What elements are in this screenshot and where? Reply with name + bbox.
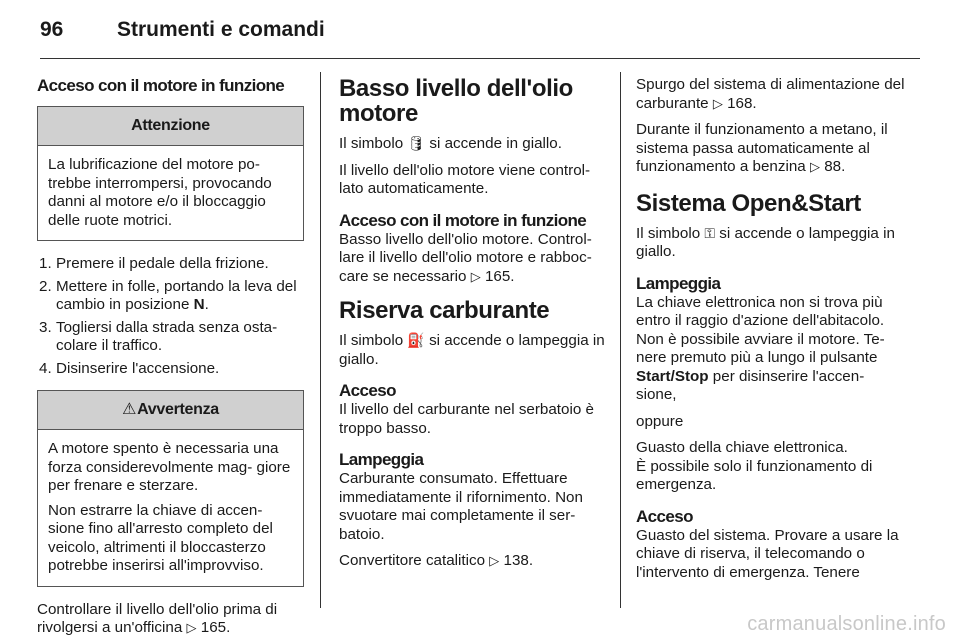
oil-symbol-text: Il simbolo 🛢 si accende in giallo. [339,135,562,152]
oil-low-text: Basso livello dell'olio motore. Control- lare il livello dell'olio motore e rabboc- care se necessario ▷ 165. [339,230,592,285]
fuel-pump-icon: ⛽ [407,332,425,348]
watermark: carmanualsonline.info [747,613,946,635]
xref-arrow-icon: ▷ [489,553,500,568]
catalytic-text: Convertitore catalitico ▷ 138. [339,552,534,569]
section-title-oil-level: Basso livello dell'olio motore [339,75,573,127]
page-header [40,16,920,59]
attention-text: La lubrificazione del motore po- trebbe interrompersi, provocando danni al motore e/o il bloccaggio delle ruote motrici. [48,156,272,229]
warning-box [37,390,304,587]
key-signal-icon: ⚿ [704,224,716,241]
column-divider [620,72,621,608]
warning-title: ⚠Avvertenza [38,391,303,430]
cng-mode-text: Durante il funzionamento a metano, il sistema passa automaticamente al funzionamento a benzina ▷ 88. [636,121,888,175]
sub-heading-lampeggia: Lampeggia [636,273,721,293]
warning-text-2: Non estrarre la chiave di accen- sione fino all'arresto completo del veicolo, altrimenti il bloccasterzo potrebbe inserirsi all'improvviso. [48,501,273,574]
system-fault-text: Guasto del sistema. Provare a usare la chiave di riserva, il telecomando o l'intervento di emergenza. Tenere [636,526,899,581]
column-1 [37,76,304,638]
fuel-symbol-text: Il simbolo ⛽ si accende o lampeggia in giallo. [339,332,605,368]
sub-heading-lampeggia: Lampeggia [339,450,424,469]
page-ref-link[interactable]: 138. [503,552,534,569]
sub-heading-engine-running: Acceso con il motore in funzione [339,210,587,230]
oil-check-text: Controllare il livello dell'olio prima di rivolgersi a un'officina ▷ 165. [37,600,278,636]
key-fault-text: Guasto della chiave elettronica. [636,439,848,456]
oil-auto-text: Il livello dell'olio motore viene control- lato automaticamente. [339,161,591,197]
fuel-purge-text: Spurgo del sistema di alimentazione del carburante ▷ 168. [636,76,905,112]
section-title-fuel-reserve: Riserva carburante [339,297,550,324]
section-title-open-start: Sistema Open&Start [636,189,861,217]
page-number: 96 [40,18,64,41]
fuel-low-text: Il livello del carburante nel serbatoio è troppo basso. [339,401,594,437]
list-item: 2. Mettere in folle, portando la leva del cambio in posizione N. [39,277,297,313]
page-ref-link[interactable]: 88. [824,158,846,175]
xref-arrow-icon: ▷ [186,620,197,635]
attention-title: Attenzione [38,107,303,146]
xref-arrow-icon: ▷ [809,159,820,174]
column-divider [320,72,321,608]
column-2 [339,76,605,571]
page-ref-link[interactable]: 165. [484,267,515,285]
oil-can-icon: 🛢 [407,135,426,151]
key-out-of-range-text: La chiave elettronica non si trova più entro il raggio d'azione dell'abitacolo. Non è possibile avviare il motore. Te- nere premuto più a lungo il pulsante Start/Stop per disinserire l'accen- sione, [636,293,885,403]
list-item: 3. Togliersi dalla strada senza osta- colare il traffico. [39,318,278,354]
page-title: Strumenti e comandi [117,18,325,41]
page-ref-link[interactable]: 168. [727,94,757,112]
list-item: 1. Premere il pedale della frizione. [39,255,269,272]
xref-arrow-icon: ▷ [470,268,481,284]
warning-text-1: A motore spento è necessaria una forza considerevolmente mag- giore per frenare e sterzare. [48,440,291,494]
section-heading-engine-running: Acceso con il motore in funzione [37,76,285,95]
attention-box [37,106,304,241]
column-3 [636,76,906,582]
emergency-only-text: È possibile solo il funzionamento di emergenza. [636,457,873,493]
oppure-text: oppure [636,412,684,430]
fuel-empty-text: Carburante consumato. Effettuare immediatamente il rifornimento. Non svuotare mai completamente il ser- batoio. [339,470,583,543]
steps-list [37,255,304,378]
list-item: 4. Disinserire l'accensione. [39,359,220,377]
sub-heading-acceso: Acceso [339,381,396,400]
xref-arrow-icon: ▷ [712,95,723,111]
page-ref-link[interactable]: 165. [200,619,231,636]
warning-triangle-icon: ⚠ [122,401,137,418]
sub-heading-acceso: Acceso [636,506,693,526]
open-start-symbol-text: Il simbolo ⚿ si accende o lampeggia in giallo. [636,224,895,260]
